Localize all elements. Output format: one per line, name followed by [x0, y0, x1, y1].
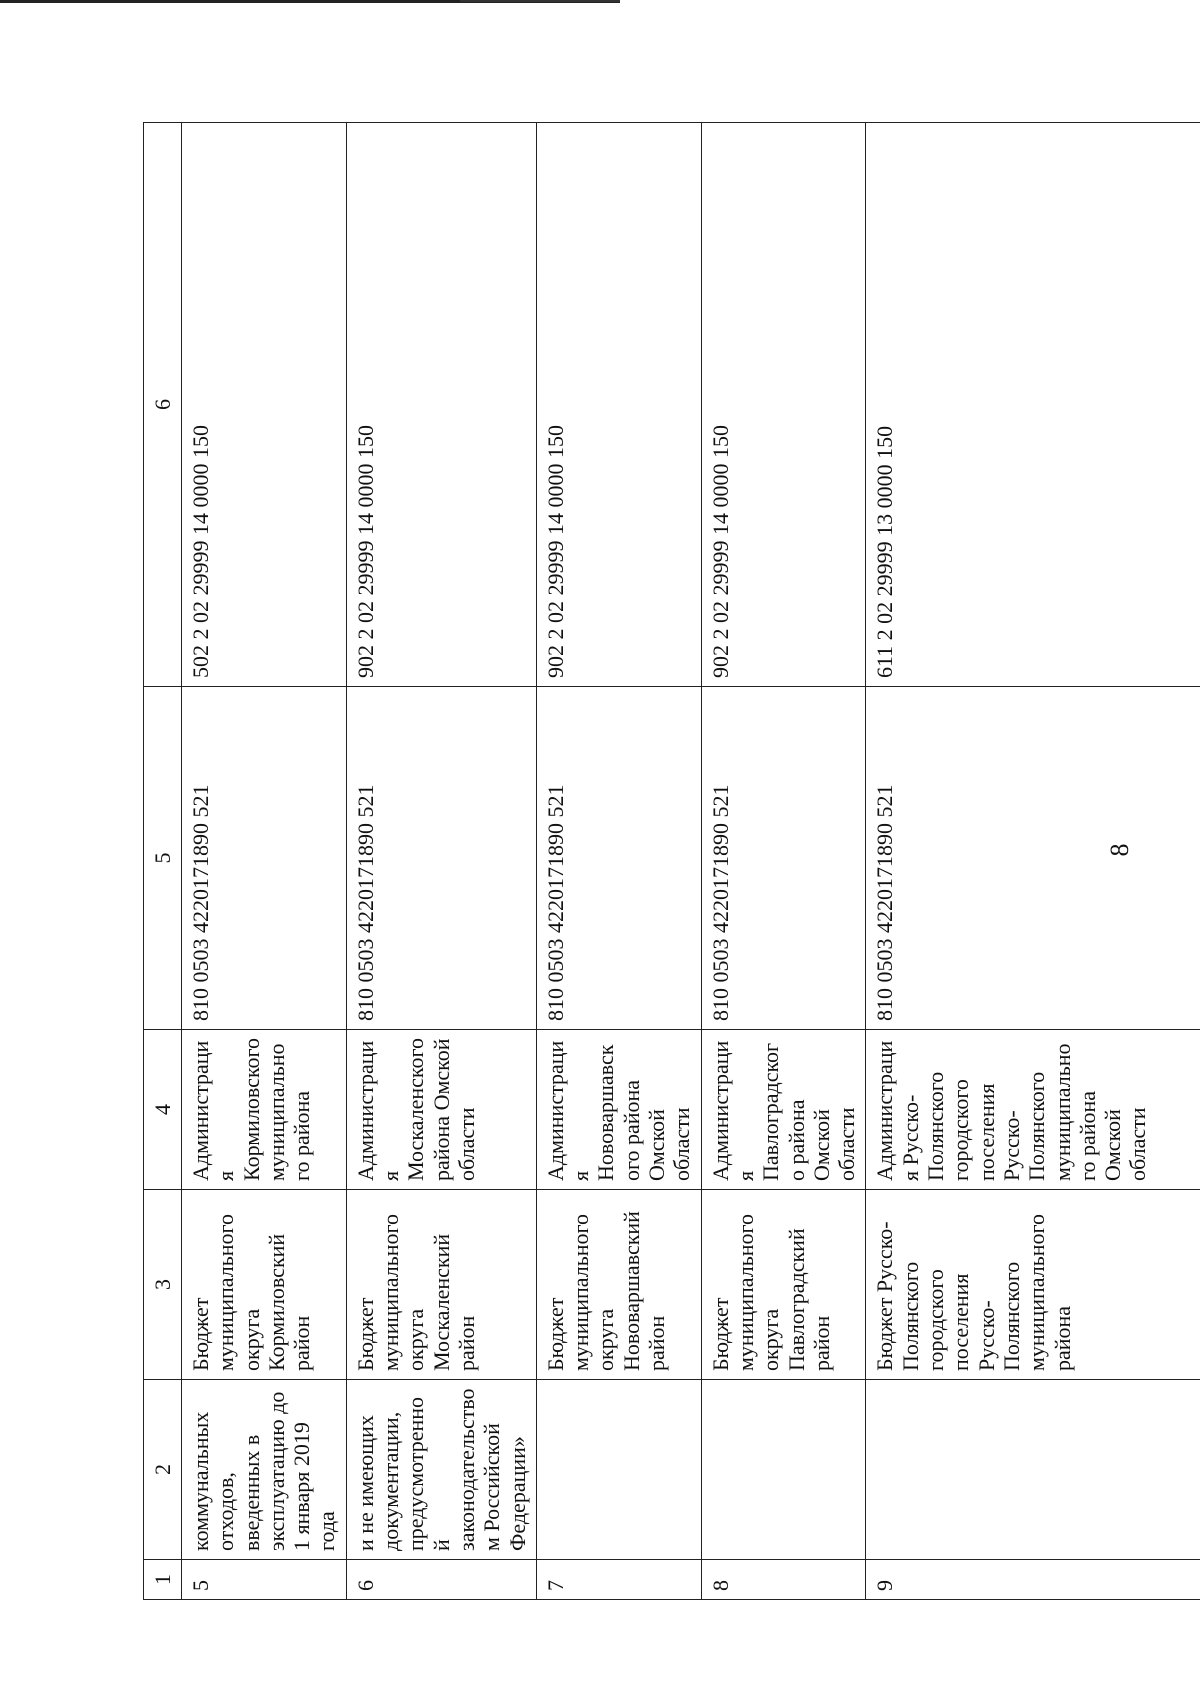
revenue-code-cell: 902 2 02 29999 14 0000 150	[536, 123, 701, 687]
row-number: 5	[182, 1560, 347, 1600]
column-header: 2	[144, 1380, 182, 1560]
column-header: 3	[144, 1190, 182, 1380]
table-row	[536, 123, 701, 1600]
budget-cell: Бюджет муниципального округа Москаленский район	[346, 1190, 536, 1380]
purpose-cell	[866, 1380, 1200, 1560]
budget-cell: Бюджет муниципального округа Нововаршавский район	[536, 1190, 701, 1380]
expense-code-cell: 810 0503 4220171890 521	[536, 687, 701, 1030]
column-header: 5	[144, 687, 182, 1030]
revenue-code-cell: 502 2 02 29999 14 0000 150	[182, 123, 347, 687]
column-header: 4	[144, 1030, 182, 1190]
table-row	[701, 123, 866, 1600]
row-number: 7	[536, 1560, 701, 1600]
expense-code-cell: 810 0503 4220171890 521	[701, 687, 866, 1030]
revenue-code-cell: 902 2 02 29999 14 0000 150	[346, 123, 536, 687]
budget-cell: Бюджет Русско-Полянского городского поселения Русско-Полянского муниципального района	[866, 1190, 1200, 1380]
budget-cell: Бюджет муниципального округа Кормиловский район	[182, 1190, 347, 1380]
expense-code-cell: 810 0503 4220171890 521	[866, 687, 1200, 1030]
administrator-cell: Администрация Павлоградского района Омской области	[701, 1030, 866, 1190]
column-header: 6	[144, 123, 182, 687]
expense-code-cell: 810 0503 4220171890 521	[346, 687, 536, 1030]
purpose-cell	[536, 1380, 701, 1560]
revenue-code-cell: 902 2 02 29999 14 0000 150	[701, 123, 866, 687]
row-number: 9	[866, 1560, 1200, 1600]
subsidy-distribution-table	[143, 122, 1200, 1600]
table-row	[866, 123, 1200, 1600]
row-number: 8	[701, 1560, 866, 1600]
table-header-row	[144, 123, 182, 1600]
table-row	[182, 123, 347, 1600]
administrator-cell: Администрация Русско-Полянского городского поселения Русско-Полянского муниципального района Омской области	[866, 1030, 1200, 1190]
revenue-code-cell: 611 2 02 29999 13 0000 150	[866, 123, 1200, 687]
administrator-cell: Администрация Кормиловского муниципального района	[182, 1030, 347, 1190]
row-number: 6	[346, 1560, 536, 1600]
page-number: 8	[1105, 843, 1134, 857]
scan-edge-line	[460, 0, 620, 2]
purpose-cell: коммунальных отходов, введенных в эксплуатацию до 1 января 2019 года	[182, 1380, 347, 1560]
expense-code-cell: 810 0503 4220171890 521	[182, 687, 347, 1030]
column-header: 1	[144, 1560, 182, 1600]
table-row	[346, 123, 536, 1600]
administrator-cell: Администрация Нововаршавского района Омской области	[536, 1030, 701, 1190]
administrator-cell: Администрация Москаленского района Омской области	[346, 1030, 536, 1190]
budget-cell: Бюджет муниципального округа Павлоградский район	[701, 1190, 866, 1380]
rotated-document-page	[100, 100, 1151, 1600]
purpose-cell: и не имеющих документации, предусмотренной законодательством Российской Федерации»	[346, 1380, 536, 1560]
purpose-cell	[701, 1380, 866, 1560]
